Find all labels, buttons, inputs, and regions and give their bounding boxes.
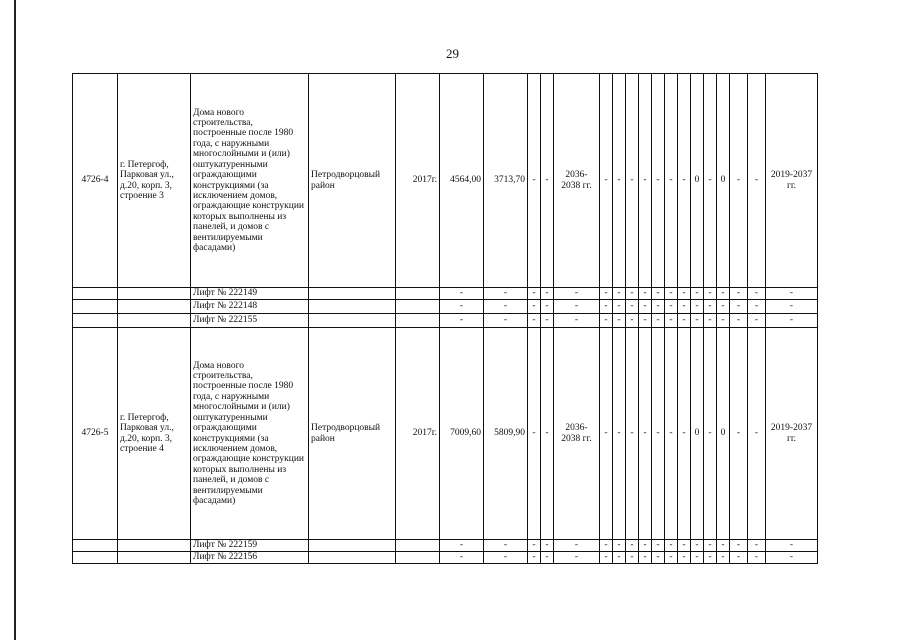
lift-dash-cell: -	[613, 552, 626, 564]
lift-empty-cell	[118, 300, 191, 314]
lift-dash-cell: -	[678, 300, 691, 314]
house-address-cell: г. Петергоф, Парковая ул., д.20, корп. 3, строение 4	[118, 328, 191, 540]
lift-empty-cell	[309, 314, 396, 328]
lift-dash-cell: -	[766, 300, 818, 314]
house-work-cell: -	[678, 328, 691, 540]
lift-dash-cell: -	[691, 288, 704, 300]
lift-dash-cell: -	[652, 300, 665, 314]
house-period-cell: 2036-2038 гг.	[554, 328, 600, 540]
house-col-b-cell: -	[541, 328, 554, 540]
lift-dash-cell: -	[691, 314, 704, 328]
lift-dash-cell: -	[678, 540, 691, 552]
lift-dash-cell: -	[528, 288, 541, 300]
lift-dash-cell: -	[748, 314, 766, 328]
lift-name-cell: Лифт № 222159	[191, 540, 309, 552]
lift-dash-cell: -	[665, 314, 678, 328]
house-work-cell: 0	[717, 74, 730, 288]
lift-dash-cell: -	[626, 288, 639, 300]
house-work-cell: -	[704, 74, 717, 288]
lift-dash-cell: -	[730, 288, 748, 300]
house-row	[73, 328, 818, 540]
lift-dash-cell: -	[541, 300, 554, 314]
lift-name-cell: Лифт № 222149	[191, 288, 309, 300]
lift-row	[73, 288, 818, 300]
lift-dash-cell: -	[652, 314, 665, 328]
lift-dash-cell: -	[600, 314, 613, 328]
house-work-cell: -	[626, 328, 639, 540]
lift-empty-cell	[73, 288, 118, 300]
house-work-cell: 0	[691, 328, 704, 540]
lift-dash-cell: -	[484, 552, 528, 564]
lift-row	[73, 300, 818, 314]
lift-dash-cell: -	[665, 540, 678, 552]
house-work-cell: -	[748, 328, 766, 540]
lift-dash-cell: -	[652, 288, 665, 300]
lift-dash-cell: -	[691, 552, 704, 564]
lift-dash-cell: -	[440, 300, 484, 314]
house-work-cell: -	[613, 328, 626, 540]
lift-empty-cell	[396, 314, 440, 328]
house-col-b-cell: -	[541, 74, 554, 288]
lift-dash-cell: -	[600, 288, 613, 300]
house-area-living-cell: 3713,70	[484, 74, 528, 288]
lift-dash-cell: -	[528, 300, 541, 314]
lift-dash-cell: -	[541, 314, 554, 328]
house-work-cell: -	[665, 74, 678, 288]
house-work-cell: -	[730, 74, 748, 288]
lift-dash-cell: -	[639, 552, 652, 564]
lift-dash-cell: -	[484, 314, 528, 328]
house-work-cell: 0	[717, 328, 730, 540]
lift-dash-cell: -	[704, 300, 717, 314]
lift-dash-cell: -	[639, 540, 652, 552]
lift-dash-cell: -	[665, 288, 678, 300]
lift-dash-cell: -	[717, 300, 730, 314]
house-work-cell: -	[600, 74, 613, 288]
lift-dash-cell: -	[440, 552, 484, 564]
lift-dash-cell: -	[704, 288, 717, 300]
lift-dash-cell: -	[730, 552, 748, 564]
lift-dash-cell: -	[748, 540, 766, 552]
house-area-total-cell: 4564,00	[440, 74, 484, 288]
lift-dash-cell: -	[717, 552, 730, 564]
lift-dash-cell: -	[613, 540, 626, 552]
lift-dash-cell: -	[748, 300, 766, 314]
lift-dash-cell: -	[766, 540, 818, 552]
house-type-cell: Дома нового строительства, построенные после 1980 года, с наружными многослойными и (или) оштукатуренными ограждающими конструкциями (за исключением домов, ограждающие конструкции которых выполнены из панелей, и домов с вентилируемыми фасадами)	[191, 74, 309, 288]
lift-empty-cell	[118, 552, 191, 564]
lift-dash-cell: -	[554, 288, 600, 300]
lift-dash-cell: -	[766, 314, 818, 328]
lift-dash-cell: -	[528, 314, 541, 328]
lift-dash-cell: -	[665, 552, 678, 564]
lift-dash-cell: -	[652, 540, 665, 552]
lift-dash-cell: -	[678, 288, 691, 300]
lift-dash-cell: -	[600, 300, 613, 314]
lift-dash-cell: -	[541, 540, 554, 552]
lift-empty-cell	[309, 288, 396, 300]
lift-dash-cell: -	[748, 288, 766, 300]
house-col-a-cell: -	[528, 328, 541, 540]
lift-name-cell: Лифт № 222148	[191, 300, 309, 314]
lift-empty-cell	[73, 300, 118, 314]
lift-dash-cell: -	[600, 552, 613, 564]
house-year-cell: 2017г.	[396, 74, 440, 288]
house-work-cell: -	[730, 328, 748, 540]
lift-dash-cell: -	[626, 300, 639, 314]
house-work-cell: -	[626, 74, 639, 288]
lift-row	[73, 552, 818, 564]
page-number: 29	[446, 46, 459, 61]
lift-dash-cell: -	[730, 540, 748, 552]
lift-dash-cell: -	[691, 540, 704, 552]
lift-row	[73, 314, 818, 328]
register-table	[72, 73, 818, 564]
lift-dash-cell: -	[704, 314, 717, 328]
lift-dash-cell: -	[766, 552, 818, 564]
lift-dash-cell: -	[600, 540, 613, 552]
house-work-cell: -	[652, 328, 665, 540]
lift-dash-cell: -	[691, 300, 704, 314]
lift-name-cell: Лифт № 222155	[191, 314, 309, 328]
lift-dash-cell: -	[484, 300, 528, 314]
lift-dash-cell: -	[613, 300, 626, 314]
lift-dash-cell: -	[730, 300, 748, 314]
lift-dash-cell: -	[440, 540, 484, 552]
lift-empty-cell	[396, 552, 440, 564]
lift-dash-cell: -	[626, 540, 639, 552]
lift-dash-cell: -	[665, 300, 678, 314]
house-work-cell: -	[639, 328, 652, 540]
lift-dash-cell: -	[748, 552, 766, 564]
lift-dash-cell: -	[678, 552, 691, 564]
lift-empty-cell	[396, 300, 440, 314]
house-final-period-cell: 2019-2037 гг.	[766, 74, 818, 288]
lift-empty-cell	[118, 288, 191, 300]
lift-dash-cell: -	[717, 540, 730, 552]
house-type-cell: Дома нового строительства, построенные после 1980 года, с наружными многослойными и (или) оштукатуренными ограждающими конструкциями (за исключением домов, ограждающие конструкции которых выполнены из панелей, и домов с вентилируемыми фасадами)	[191, 328, 309, 540]
lift-dash-cell: -	[717, 288, 730, 300]
house-final-period-cell: 2019-2037 гг.	[766, 328, 818, 540]
lift-dash-cell: -	[704, 552, 717, 564]
lift-dash-cell: -	[613, 314, 626, 328]
lift-empty-cell	[118, 314, 191, 328]
house-year-cell: 2017г.	[396, 328, 440, 540]
lift-empty-cell	[309, 540, 396, 552]
lift-empty-cell	[118, 540, 191, 552]
lift-dash-cell: -	[766, 288, 818, 300]
house-district-cell: Петродворцовый район	[309, 328, 396, 540]
lift-empty-cell	[309, 300, 396, 314]
lift-dash-cell: -	[554, 314, 600, 328]
lift-empty-cell	[396, 288, 440, 300]
lift-dash-cell: -	[626, 314, 639, 328]
lift-dash-cell: -	[652, 552, 665, 564]
lift-dash-cell: -	[484, 540, 528, 552]
house-id-cell: 4726-4	[73, 74, 118, 288]
lift-dash-cell: -	[440, 288, 484, 300]
lift-dash-cell: -	[678, 314, 691, 328]
lift-dash-cell: -	[541, 552, 554, 564]
house-area-total-cell: 7009,60	[440, 328, 484, 540]
lift-dash-cell: -	[484, 288, 528, 300]
house-district-cell: Петродворцовый район	[309, 74, 396, 288]
house-work-cell: -	[704, 328, 717, 540]
lift-dash-cell: -	[541, 288, 554, 300]
lift-dash-cell: -	[639, 288, 652, 300]
lift-dash-cell: -	[639, 300, 652, 314]
house-work-cell: 0	[691, 74, 704, 288]
lift-dash-cell: -	[613, 288, 626, 300]
lift-dash-cell: -	[554, 552, 600, 564]
house-work-cell: -	[678, 74, 691, 288]
lift-row	[73, 540, 818, 552]
lift-empty-cell	[309, 552, 396, 564]
lift-dash-cell: -	[717, 314, 730, 328]
house-area-living-cell: 5809,90	[484, 328, 528, 540]
house-work-cell: -	[665, 328, 678, 540]
lift-empty-cell	[73, 314, 118, 328]
lift-dash-cell: -	[626, 552, 639, 564]
lift-dash-cell: -	[704, 540, 717, 552]
lift-dash-cell: -	[528, 540, 541, 552]
house-period-cell: 2036-2038 гг.	[554, 74, 600, 288]
house-work-cell: -	[652, 74, 665, 288]
lift-dash-cell: -	[528, 552, 541, 564]
house-work-cell: -	[639, 74, 652, 288]
lift-dash-cell: -	[440, 314, 484, 328]
lift-dash-cell: -	[554, 540, 600, 552]
house-id-cell: 4726-5	[73, 328, 118, 540]
lift-dash-cell: -	[639, 314, 652, 328]
lift-name-cell: Лифт № 222156	[191, 552, 309, 564]
left-edge-mark	[14, 0, 16, 640]
house-work-cell: -	[613, 74, 626, 288]
house-col-a-cell: -	[528, 74, 541, 288]
lift-dash-cell: -	[730, 314, 748, 328]
house-work-cell: -	[600, 328, 613, 540]
lift-empty-cell	[396, 540, 440, 552]
house-work-cell: -	[748, 74, 766, 288]
lift-dash-cell: -	[554, 300, 600, 314]
house-address-cell: г. Петергоф, Парковая ул., д.20, корп. 3, строение 3	[118, 74, 191, 288]
lift-empty-cell	[73, 552, 118, 564]
house-row	[73, 74, 818, 288]
lift-empty-cell	[73, 540, 118, 552]
